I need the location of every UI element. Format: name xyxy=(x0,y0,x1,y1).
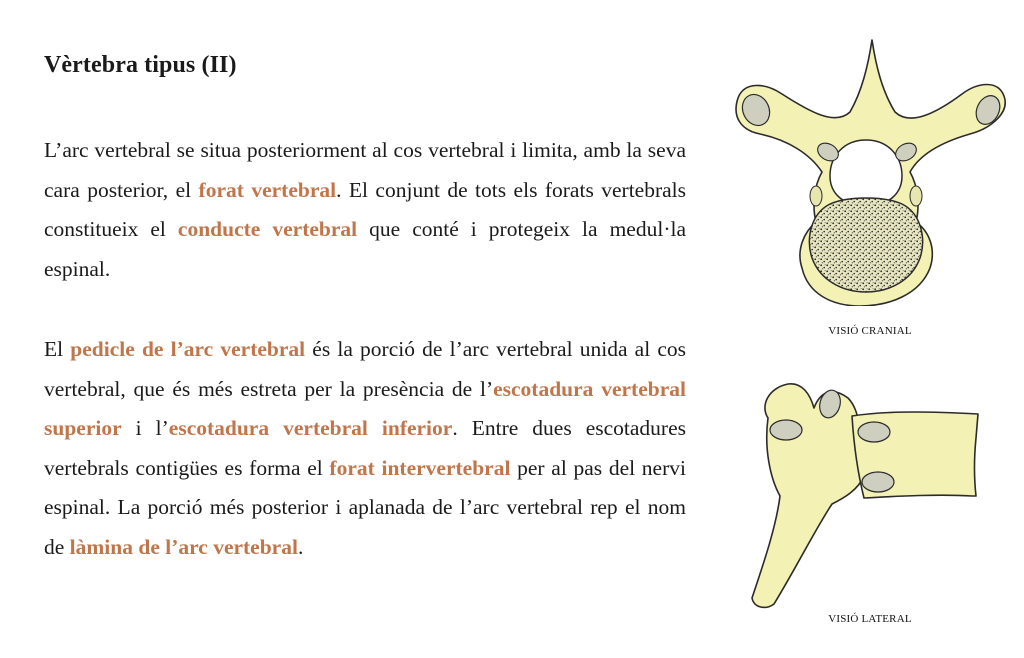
body-text: per al pas del nervi espinal. La porció més posterior i aplanada de l’arc vertebral rep el nom de xyxy=(44,455,686,559)
paragraph-text xyxy=(44,131,686,289)
paragraph-1 xyxy=(44,131,686,289)
highlighted-term: escotadura vertebral inferior xyxy=(168,416,453,440)
costal-facet-upper-shape xyxy=(858,422,890,442)
costal-facet-lower-shape xyxy=(862,472,894,492)
body-text: . xyxy=(297,534,304,559)
body-text: i l’ xyxy=(121,416,169,440)
body-text: . Entre dues escotadures vertebrals contigües es forma el xyxy=(44,416,686,480)
superior-articular-facet-shape xyxy=(770,420,802,440)
body-text: L’arc vertebral se situa posteriorment al cos vertebral i limita, amb la seva cara posterior, el xyxy=(44,138,686,202)
pedicle-left-shape xyxy=(810,186,822,206)
vertebral-arch-lateral-shape xyxy=(752,384,864,608)
paragraph-text xyxy=(44,330,686,567)
highlighted-term: forat vertebral xyxy=(198,177,337,202)
paragraph-2 xyxy=(44,330,686,567)
highlighted-term: conducte vertebral xyxy=(177,217,358,241)
cranial-view-caption: VISIÓ CRANIAL xyxy=(828,325,912,337)
body-text: El xyxy=(44,337,71,361)
vertebra-cranial-view-illustration xyxy=(730,36,1010,306)
highlighted-term: pedicle de l’arc vertebral xyxy=(70,337,306,361)
body-text: que conté i protegeix la medul·la espinal. xyxy=(44,217,686,281)
pedicle-right-shape xyxy=(910,186,922,206)
vertebra-lateral-view-illustration xyxy=(740,378,1010,610)
vertebral-body-shape xyxy=(809,198,922,292)
lateral-view-caption: VISIÓ LATERAL xyxy=(828,613,912,625)
highlighted-term: forat intervertebral xyxy=(329,455,511,480)
page-title: Vèrtebra tipus (II) xyxy=(44,52,237,78)
body-text: és la porció de l’arc vertebral unida al cos vertebral, que és més estreta per la presència de l’ xyxy=(44,337,686,401)
body-text: . El conjunt de tots els forats vertebrals constitueix el xyxy=(44,177,687,241)
highlighted-term: làmina de l’arc vertebral xyxy=(69,534,298,559)
highlighted-term: escotadura vertebral superior xyxy=(44,376,686,440)
vertebral-foramen-shape xyxy=(830,140,902,206)
